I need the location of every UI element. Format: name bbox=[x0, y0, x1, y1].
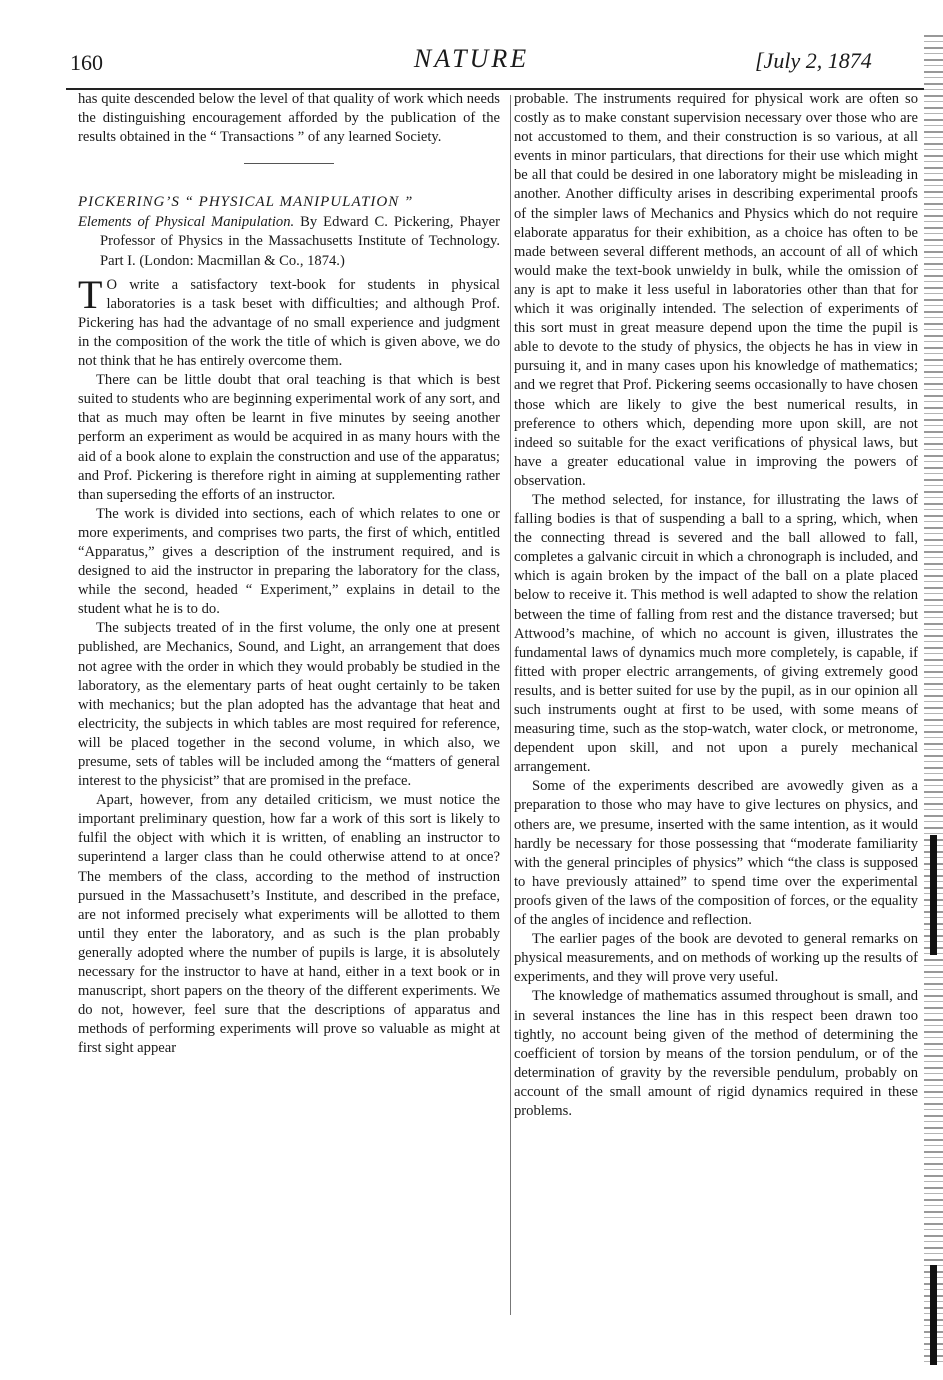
paragraph: The work is divided into sections, each of which relates to one or more experiments, and comprises two parts, the first of which, entitled “Apparatus,” gives a description of the instrument required, and is designed to aid the instructor in preparing the laboratory for the class, while the second, headed “ Experiment,” explains in detail to the student what he is to do. bbox=[78, 505, 500, 618]
first-paragraph-text: O write a satisfactory text-book for students in physical laboratories is a task beset with difficulties; and although Prof. Pickering has had the advantage of no small experience and judgment in the composition of the work the title of which is given above, we do not think that he has entirely overcome them. bbox=[78, 276, 500, 370]
paragraph: The subjects treated of in the first volume, the only one at present published, are Mechanics, Sound, and Light, an arrangement that does not agree with the order in which they would probably be studied in the laboratory, as the elementary parts of heat ought certainly to be taken with mechanics; but the plan adopted has the advantage that heat and electricity, the subjects in which tables are most required for reference, will be placed together in the second volume, in which also, we presume, sets of tables will be included among the “matters of general interest to the physicist” that are promised in the preface. bbox=[78, 620, 500, 790]
paragraph: Apart, however, from any detailed criticism, we must notice the important preliminary question, how far a work of this sort is likely to fulfil the object with which it is written, of enabling an instructor to superintend a larger class than he could otherwise attend to at once? The members of the class, according to the method of instruction pursued in the Massachusett’s Institute, and described in the preface, are not informed precisely what experiments will be allotted to them until they enter the laboratory, and as such is the plan probably generally adopted where the number of pupils is large, it is absolutely necessary for the instructor to have at hand, either in a text book or in manuscript, short papers on the theory of the different experiments. We do not, however, feel sure that the descriptions of apparatus and methods of performing experiments will prove so valuable as might at first sight appear bbox=[78, 792, 500, 1057]
page-header bbox=[0, 40, 943, 90]
citation-title: Elements of Physical Manipulation. bbox=[78, 214, 295, 231]
page-number: 160 bbox=[70, 50, 103, 75]
article-title: PICKERING’S “ PHYSICAL MANIPULATION ” bbox=[78, 194, 414, 211]
paragraph: The knowledge of mathematics assumed throughout is small, and in several instances the line has in this respect been drawn too tightly, no account being given of the method of determining the coefficient of torsion by means of the torsion pendulum, or of the determination of gravity by the reversible pendulum, probably on account of the small amount of rigid dynamics required in these problems. bbox=[514, 988, 918, 1119]
page-edge-bleed bbox=[924, 35, 943, 1365]
paragraph: probable. The instruments required for physical work are often so costly as to make constant supervision necessary over those who are not accustomed to them, and their construction is so various, at all events in minor particulars, that directions for their use which might be all that could be desired in one laboratory might be misleading in another. Another difficulty arises in describing experimental proofs of the simpler laws of Mechanics and Physics which do not require elaborate apparatus for their exhibition, as a choice has often to be made between several different methods, an account of all of which would make the text-book unwieldy in bulk, while the omission of any is apt to make it less useful in laboratories other than that for which it was originally intended. The selection of experiments of this sort must in great measure depend upon the time the pupil is able to devote to the study of physics, the objects he has in view in pursuing it, and in many cases upon his knowledge of mathematics; and we regret that Prof. Pickering seems occasionally to have chosen those which are likely to give the best numerical results, in preference to others which, depending more upon skill, are not indeed so suitable for the exact verifications of physical laws, but have a greater educational value in improving the powers of observation. bbox=[514, 91, 918, 489]
paragraph: There can be little doubt that oral teaching is that which is best suited to students who are beginning experimental work of any sort, and that as much may often be learnt in five minutes by seeing another perform an experiment as would be acquired in as many hours with the aid of a book alone to explain the construction and use of the apparatus; and Prof. Pickering is therefore right in aiming at supplementing rather than superseding the efforts of an instructor. bbox=[78, 372, 500, 503]
left-column bbox=[78, 90, 500, 1059]
drop-cap: T bbox=[78, 271, 103, 317]
first-paragraph bbox=[78, 271, 500, 371]
paragraph: The earlier pages of the book are devoted to general remarks on physical measurements, and on methods of working up the results of experiments, and they will prove very useful. bbox=[514, 931, 918, 986]
citation-details: By Edward C. Pickering, Phayer Professor of Physics in the Massachusetts Institute of Technology. Part I. (London: Macmillan & Co., 1874.) bbox=[100, 214, 500, 269]
right-column bbox=[514, 90, 918, 1121]
paragraph: The method selected, for instance, for illustrating the laws of falling bodies is that of suspending a ball to a spring, which, when the connecting thread is severed and the ball allowed to fall, completes a galvanic circuit in which a chronograph is included, and which is again broken by the impact of the ball on a plate placed below to receive it. This method is well adapted to show the relation between the time of falling from rest and the distance traversed; but Attwood’s machine, of which no account is given, illustrates the fundamental laws of dynamics much more completely, is capable, if fitted with proper electric arrangements, of giving extremely good results, and is better suited for use by the pupil, as in our opinion all such instruments ought at first to be used, with some means of measuring time, such as the stop-watch, water clock, or metronome, dependent upon skill, and not upon a purely mechanical arrangement. bbox=[514, 491, 918, 776]
paragraph: has quite descended below the level of that quality of work which needs the distinguishing encouragement afforded by the publication of the results obtained in the “ Transactions ” of any learned Society. bbox=[78, 91, 500, 146]
paragraph: Some of the experiments described are avowedly given as a preparation to those who may have to give lectures on physics, and others are, we presume, inserted with the same intention, as it would hardly be necessary for those possessing that “moderate familiarity with the general principles of physics” which “the class is supposed to have previously attained” to spend time over the experimental proofs given of the laws of the composition of forces, or the equality of the angles of incidence and reflection. bbox=[514, 778, 918, 929]
issue-date: [July 2, 1874 bbox=[755, 48, 872, 73]
column-divider bbox=[510, 95, 511, 1315]
journal-title: NATURE bbox=[413, 44, 530, 73]
book-citation bbox=[78, 213, 500, 270]
